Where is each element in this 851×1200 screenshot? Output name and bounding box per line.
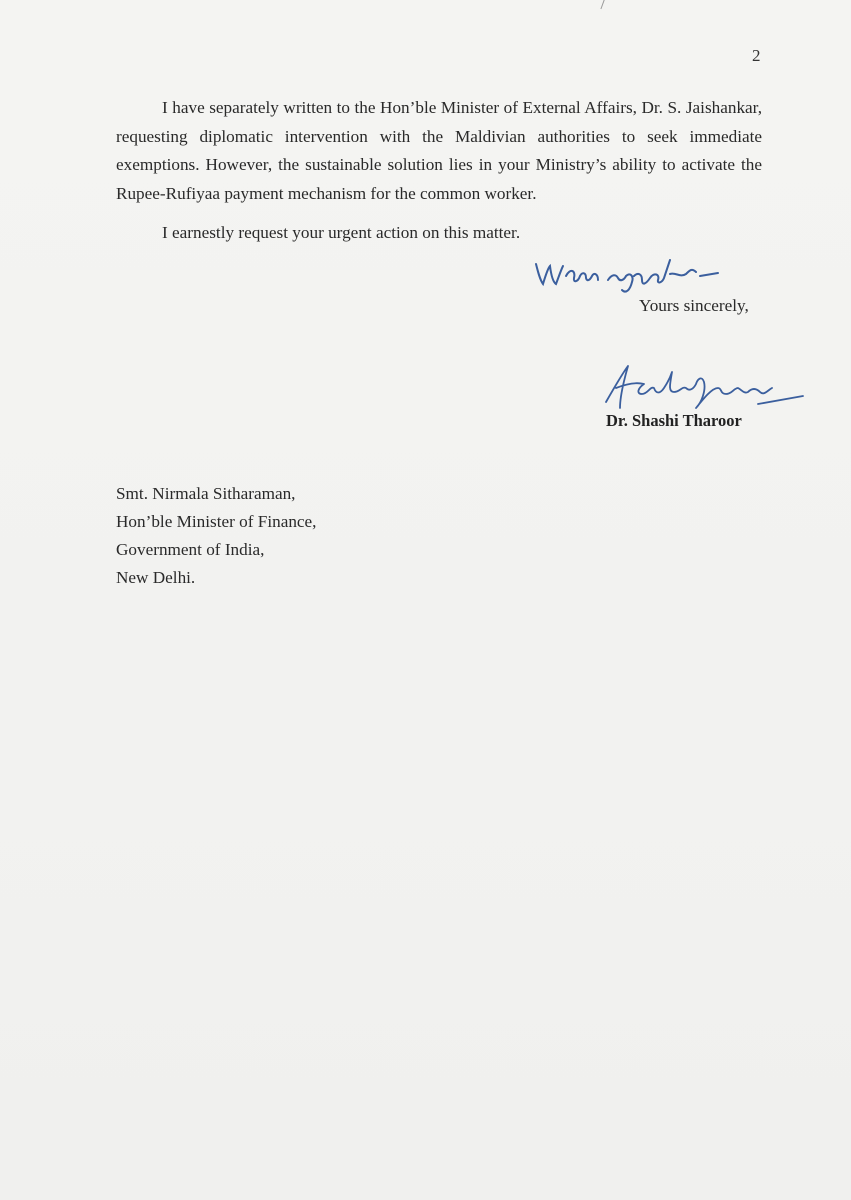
address-line: New Delhi.	[116, 568, 196, 587]
signature-image	[598, 358, 808, 418]
page-number: 2	[752, 46, 761, 65]
letter-body	[116, 94, 762, 248]
closing-line: Yours sincerely,	[639, 296, 749, 315]
corner-mark	[600, 0, 608, 11]
recipient-address	[116, 480, 316, 592]
body-paragraph-1: I have separately written to the Hon’ble Minister of External Affairs, Dr. S. Jaishankar, requesting diplomatic intervention with the Maldivian authorities to seek immediate exemptions. However, the sustainable solution lies in your Ministry’s ability to activate the Rupee-Rufiyaa payment mechanism for the common worker.	[116, 98, 762, 203]
address-line: Government of India,	[116, 540, 265, 559]
address-line: Smt. Nirmala Sitharaman,	[116, 484, 296, 503]
sender-name: Dr. Shashi Tharoor	[606, 411, 742, 430]
address-line: Hon’ble Minister of Finance,	[116, 512, 317, 531]
body-paragraph-2: I earnestly request your urgent action on this matter.	[162, 223, 521, 242]
handwritten-warm-regards	[530, 250, 755, 296]
